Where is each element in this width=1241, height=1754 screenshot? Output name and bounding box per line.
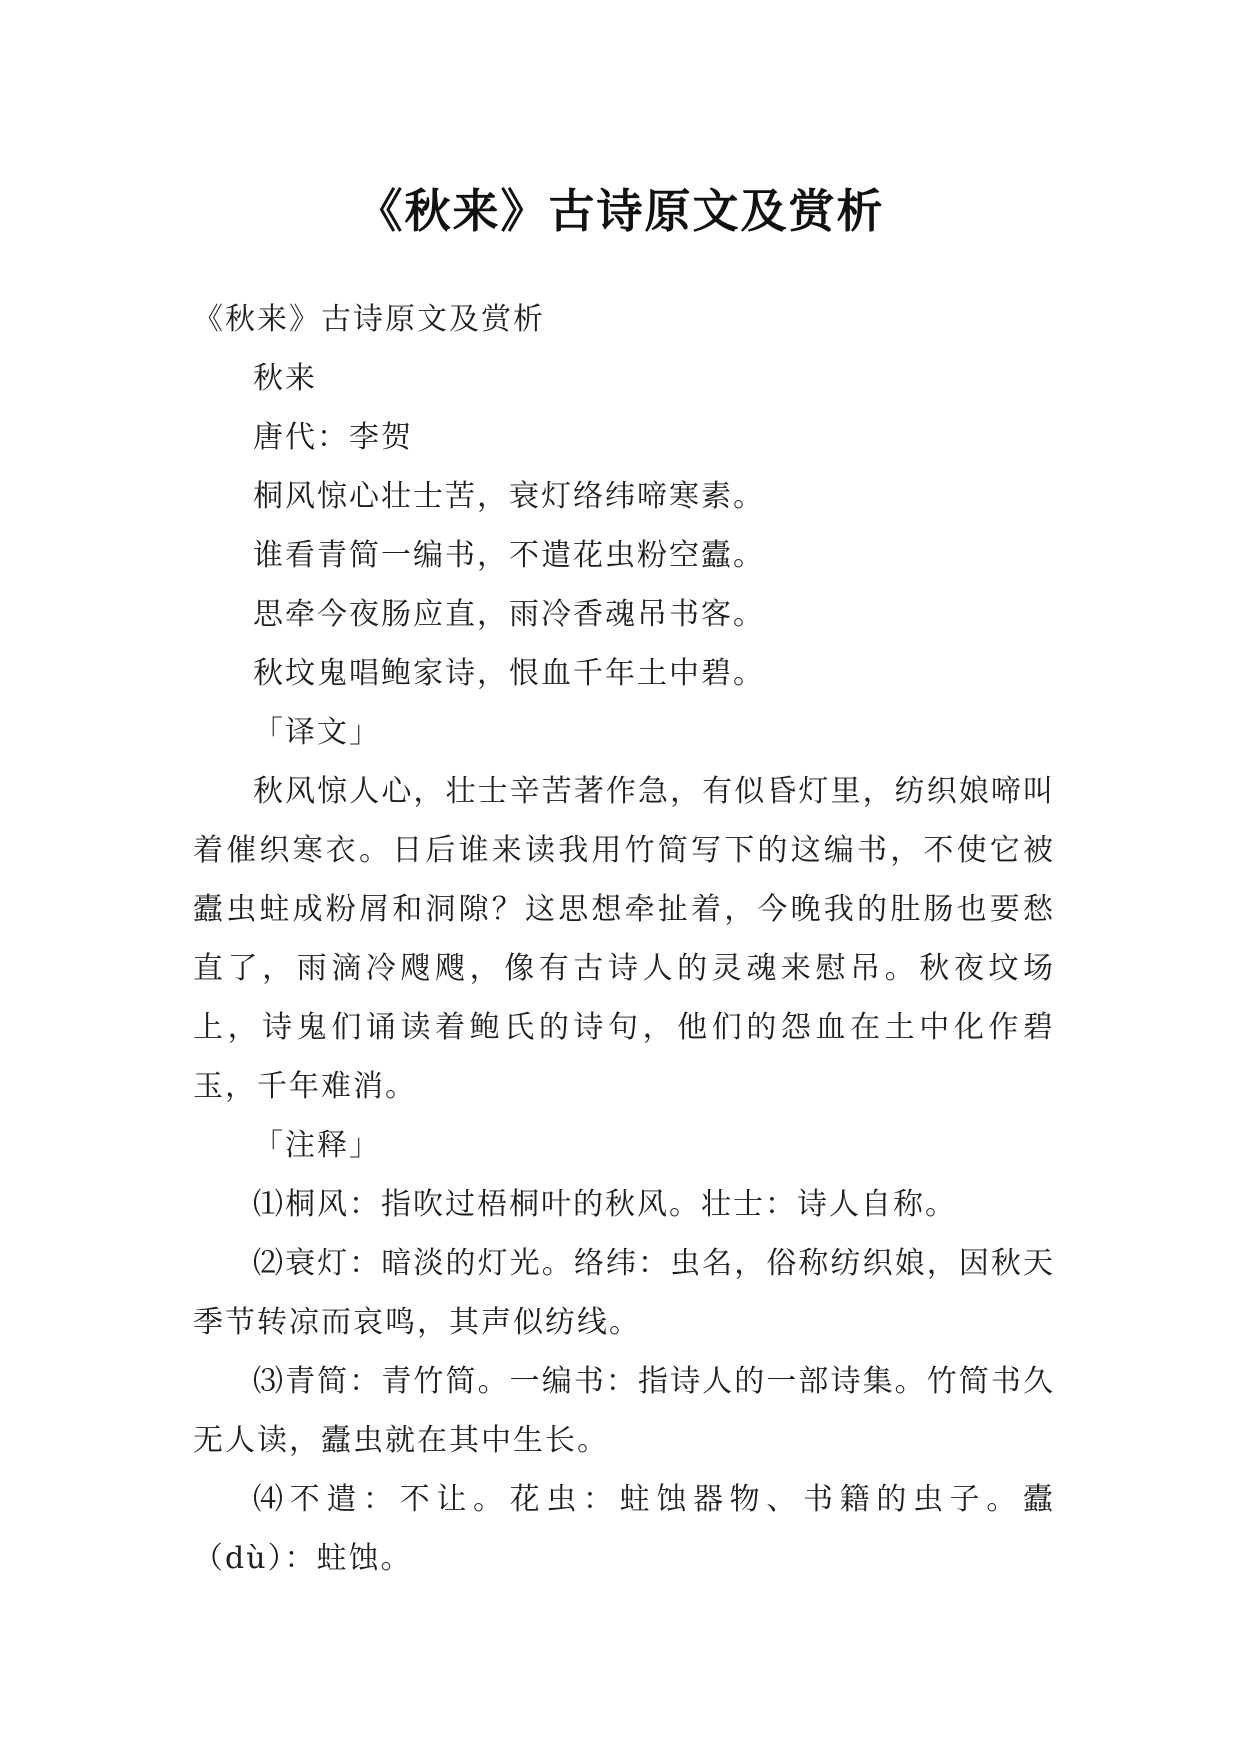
poem-line: 思牵今夜肠应直，雨冷香魂吊书客。 [253,597,765,632]
poem-name: 秋来 [253,361,317,396]
translation-text: 秋风惊人心，壮士辛苦著作急，有似昏灯里，纺织娘啼叫着催织寒衣。日后谁来读我用竹简写下的这编书，不使它被蠹虫蛀成粉屑和洞隙？这思想牵扯着，今晚我的肚肠也要愁直了，雨滴冷飕飕，像有古诗人的灵魂来慰吊。秋夜坟场上，诗鬼们诵读着鲍氏的诗句，他们的怨血在土中化作碧玉，千年难消。 [193,774,1055,1104]
note-item: ⑴桐风：指吹过梧桐叶的秋风。壮士：诗人自称。 [253,1187,957,1222]
note-item: ⑷不遣：不让。花虫：蛀蚀器物、书籍的虫子。蠹（dù）：蛀蚀。 [193,1482,1055,1576]
article-subtitle: 《秋来》古诗原文及赏析 [193,302,545,337]
document-title: 《秋来》古诗原文及赏析 [356,183,885,238]
translation-heading: 「译文」 [253,715,381,750]
document-body [193,290,1055,1588]
poem-line: 桐风惊心壮士苦，衰灯络纬啼寒素。 [253,479,765,514]
poem-line: 秋坟鬼唱鲍家诗，恨血千年土中碧。 [253,656,765,691]
notes-heading: 「注释」 [253,1128,381,1163]
poem-author: 唐代：李贺 [253,420,413,455]
note-item: ⑵衰灯：暗淡的灯光。络纬：虫名，俗称纺织娘，因秋天季节转凉而哀鸣，其声似纺线。 [193,1246,1055,1340]
poem-line: 谁看青简一编书，不遣花虫粉空蠹。 [253,538,765,573]
note-item: ⑶青简：青竹简。一编书：指诗人的一部诗集。竹简书久无人读，蠹虫就在其中生长。 [193,1364,1055,1458]
